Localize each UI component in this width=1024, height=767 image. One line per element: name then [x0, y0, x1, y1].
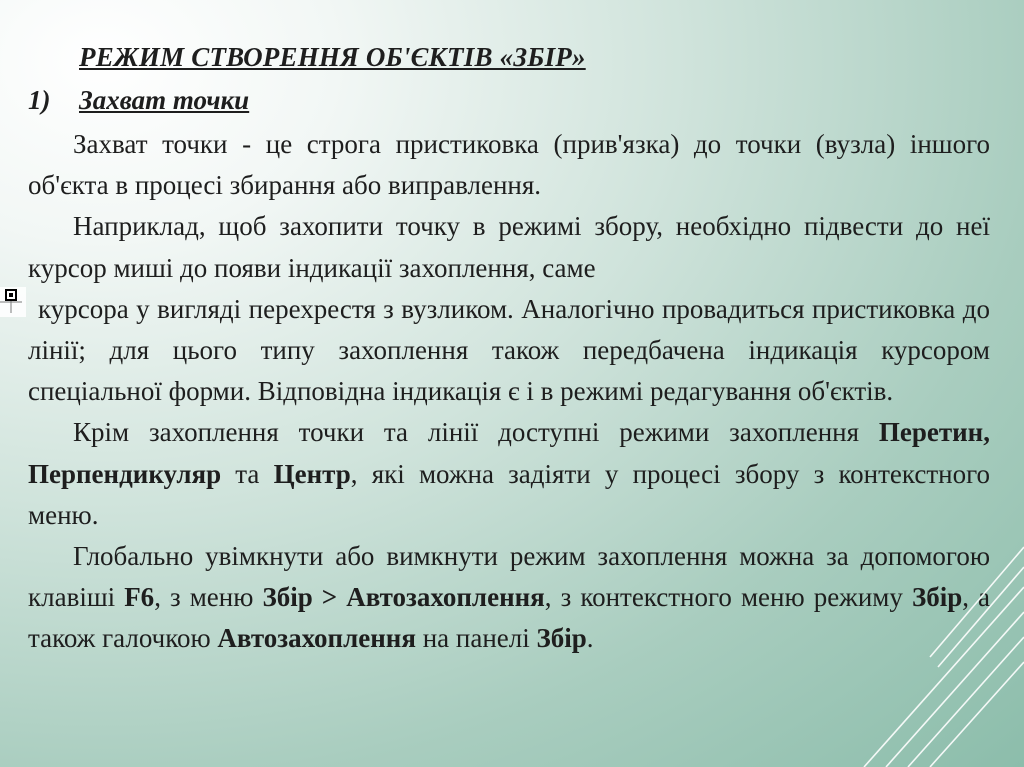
paragraph-3-text-c: та [221, 458, 274, 489]
paragraph-1: Захват точки - це строга пристиковка (прив'язка) до точки (вузла) іншого об'єкта в процесі збирання або виправлення. [28, 129, 990, 201]
panel-zbir: Збір [536, 623, 587, 654]
decorative-diagonal-lines [724, 437, 1024, 767]
section-subheading [28, 85, 249, 116]
paragraph-3-text-d: , які можна задіяти у процесі збору з контекстного меню. [28, 458, 990, 530]
paragraph-4-text-f: на панелі [415, 623, 537, 654]
section-number: 1) [28, 85, 51, 115]
checkbox-autosnap-label: Автозахоплення [217, 623, 416, 654]
mode-intersection-perpendicular: Перетин, Перпендикуляр [28, 417, 990, 489]
paragraph-4-text-a: Глобально увімкнути або вимкнути режим захоплення можна за допомогою клавіші [28, 541, 990, 613]
paragraph-4-text-e: , а також галочкою [28, 582, 991, 654]
slide-heading: РЕЖИМ СТВОРЕННЯ ОБ'ЄКТІВ «ЗБІР» [79, 42, 586, 72]
paragraph-4-text-c: , з меню [154, 582, 263, 613]
section-title: Захват точки [79, 85, 250, 115]
paragraph-2-part-1: Наприклад, щоб захопити точку в режимі збору, необхідно підвести до неї курсор миші до появи індикації захоплення, саме [28, 211, 990, 283]
paragraph-4-text-g: . [586, 623, 594, 654]
mode-center: Центр [273, 458, 351, 489]
key-f6: F6 [124, 582, 155, 613]
paragraph-3-text-a: Крім захоплення точки та лінії доступні режими захоплення [73, 417, 879, 448]
paragraph-2 [28, 206, 990, 412]
crosshair-node-cursor-icon [0, 295, 32, 325]
paragraph-2-part-2: курсора у вигляді перехрестя з вузликом. Аналогічно провадиться пристиковка до лінії; для цього типу захоплення також передбачена індикація курсором спеціальної форми. Відповідна індикація є і в режимі редагування об'єктів. [28, 293, 990, 407]
paragraph-4-text-d: , з контекстного меню режиму [544, 582, 912, 613]
mode-zbir: Збір [911, 582, 963, 613]
menu-path-autosnap: Збір > Автозахоплення [262, 582, 545, 613]
